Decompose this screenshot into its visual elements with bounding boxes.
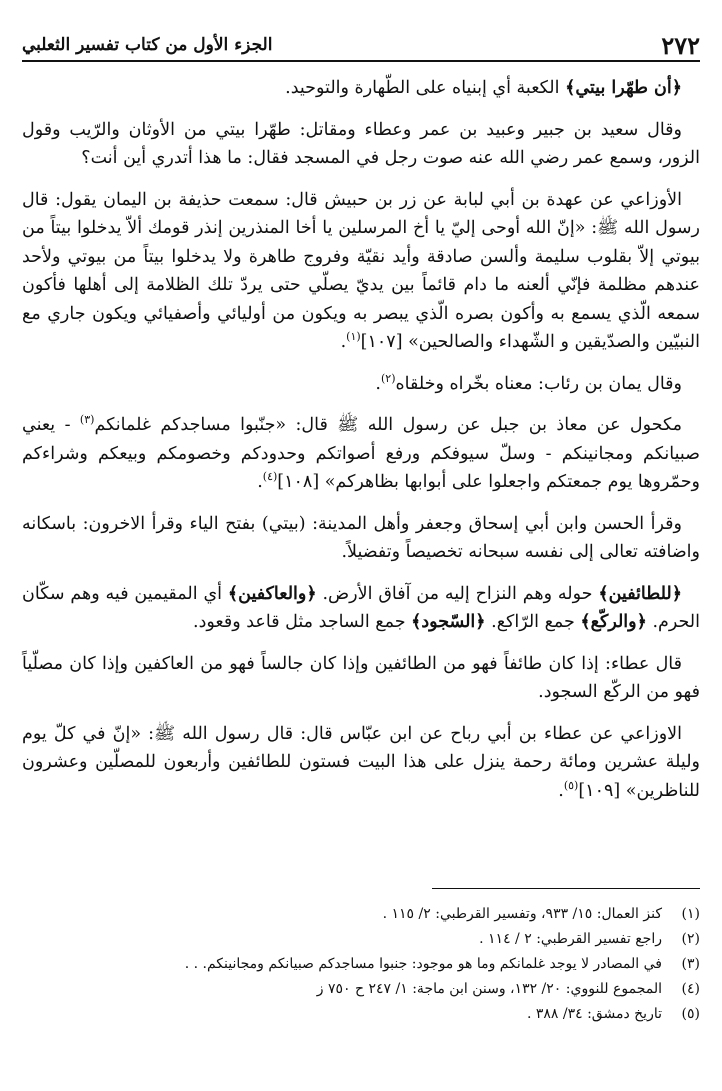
footnote-ref: (٢) [380,371,396,385]
footnote-number: (١) [681,906,700,922]
quran-term: ﴿للطائفين﴾ [598,583,682,604]
footnote [22,902,700,927]
text-run: جمع الساجد مثل قاعد وقعود. [193,612,412,632]
text-run: الكعبة أي إبنياه على الطّهارة والتوحيد. [285,78,566,98]
footnote-ref: (٥) [563,778,579,792]
text-run: الاوزاعي عن عطاء بن أبي رباح عن ابن عبّاس قال: قال رسول الله ﷺ: «إنّ في كلّ يوم وليلة عشرين ومائة رحمة ينزل على هذا البيت فستون للطائفين وأربعون للمصلّين وعشرون للناظرين» [١٠٩] [22,723,700,801]
paragraph [22,186,700,357]
footnote [22,927,700,952]
text-run: . [340,332,347,352]
quran-term: ﴿السّجود﴾ [411,612,486,632]
footnote-text: في المصادر لا يوجد غلمانكم وما هو موجود: جنبوا مساجدكم صبيانكم ومجانينكم. . . [184,956,662,972]
footnotes-list [22,902,700,1027]
text-run: وقال سعيد بن جبير وعبيد بن عمر وعطاء ومقاتل: طهّرا بيتي من الأوثان والرّيب وقول الزور، وسمع عمر رضي الله عنه صوت رجل في المسجد فقال: ما هذا أتدري أين أنت؟ [22,119,700,168]
paragraph [22,370,700,399]
text-run: أي المقيمين فيه وهم سكّان الحرم. [22,583,700,632]
paragraph [22,580,700,637]
footnote-ref: (٤) [262,470,278,484]
paragraph [22,720,700,806]
footnote-separator [432,888,700,889]
footnote-text: راجع تفسير القرطبي: ٢ / ١١٤ . [479,931,662,947]
footnote-text: تاريخ دمشق: ٣٤/ ٣٨٨ . [526,1006,662,1022]
footnote-text: المجموع للنووي: ٢٠/ ١٣٢، وسنن ابن ماجة: ١/ ٢٤٧ ح ٧٥٠ ز [316,981,662,997]
text-run: . [558,780,564,801]
footnote-text: كنز العمال: ١٥/ ٩٣٣، وتفسير القرطبي: ٢/ ١١٥ . [382,906,662,922]
page-number: ٢٧٢ [661,30,700,60]
paragraph [22,411,700,497]
text-run: قال عطاء: إذا كان طائفاً فهو من الطائفين وإذا كان جالساً فهو من العاكفين وإذا كان مصلّياً فهو من الركّع السجود. [22,653,700,702]
footnote-number: (٤) [681,981,700,997]
footnote [22,977,700,1002]
quran-term: ﴿والركّع﴾ [580,612,647,632]
text-run: وقرأ الحسن وابن أبي إسحاق وجعفر وأهل المدينة: (بيتي) بفتح الياء وقرأ الاخرون: باسكانه واضافته تعالى إلى نفسه سبحانه تخصيصاً وتفضيلاً. [22,513,700,562]
text-run: . [375,373,381,394]
quran-term: ﴿أن طهّرا بيتي﴾ [565,78,682,98]
footnote-number: (٢) [681,931,700,947]
footnote-number: (٣) [681,956,700,972]
footnote [22,1002,700,1027]
page-header [22,30,700,62]
quran-term: ﴿والعاكفين﴾ [227,583,317,604]
footnote-number: (٥) [681,1006,700,1022]
footnote [22,952,700,977]
text-run: - يعني صبيانكم ومجانينكم - وسلّ سيوفكم ورفع أصواتكم وحدودكم وخصومكم وبيعكم وشراءكم وحمّروها يوم جمعتكم واجعلوا على أبوابها بظاهركم» [١٠٨] [22,415,700,492]
text-run: جمع الرّاكع. [485,612,581,632]
text-run: الأوزاعي عن عهدة بن أبي لبابة عن زر بن حبيش قال: سمعت حذيفة بن اليمان يقول: قال رسول الله ﷺ: «إنّ الله أوحى إليّ يا أخ المرسلين يا أخا المنذرين إنذر قومك ألاّ يدخلوا بيتاً من بيوتي إلاّ بقلوب سليمة وألسن صادقة وأيد نقيّة وفروج طاهرة ولا يدخلوا بيتاً من بيوتي ولأحد عندهم مظلمة فإنّي ألعنه ما دام قائماً بين يديّ يصلّي حتى يردّ تلك الظلامة إلى أهلها فأكون سمعه الّذي يسمع به وأكون بصره الّذي يبصر به ويكون من أوليائي وأصفيائي ويكون جاري مع النبيّين والصدّيقين و الشّهداء والصالحين» [١٠٧] [22,189,700,352]
text-run: مكحول عن معاذ بن جبل عن رسول الله ﷺ قال: «جنّبوا مساجدكم غلمانكم [94,415,683,435]
text-run: حوله وهم النزاح إليه من آفاق الأرض. [316,583,599,604]
main-text [22,74,700,818]
footnote-ref: (١) [346,330,361,344]
running-title: الجزء الأول من كتاب تفسير الثعلبي [22,35,273,55]
paragraph [22,510,700,567]
text-run: . [257,472,263,492]
paragraph [22,116,700,173]
paragraph [22,74,700,103]
footnote-ref: (٣) [79,413,95,427]
text-run: وقال يمان بن رئاب: معناه بخّراه وخلقاه [395,373,682,394]
paragraph [22,650,700,707]
